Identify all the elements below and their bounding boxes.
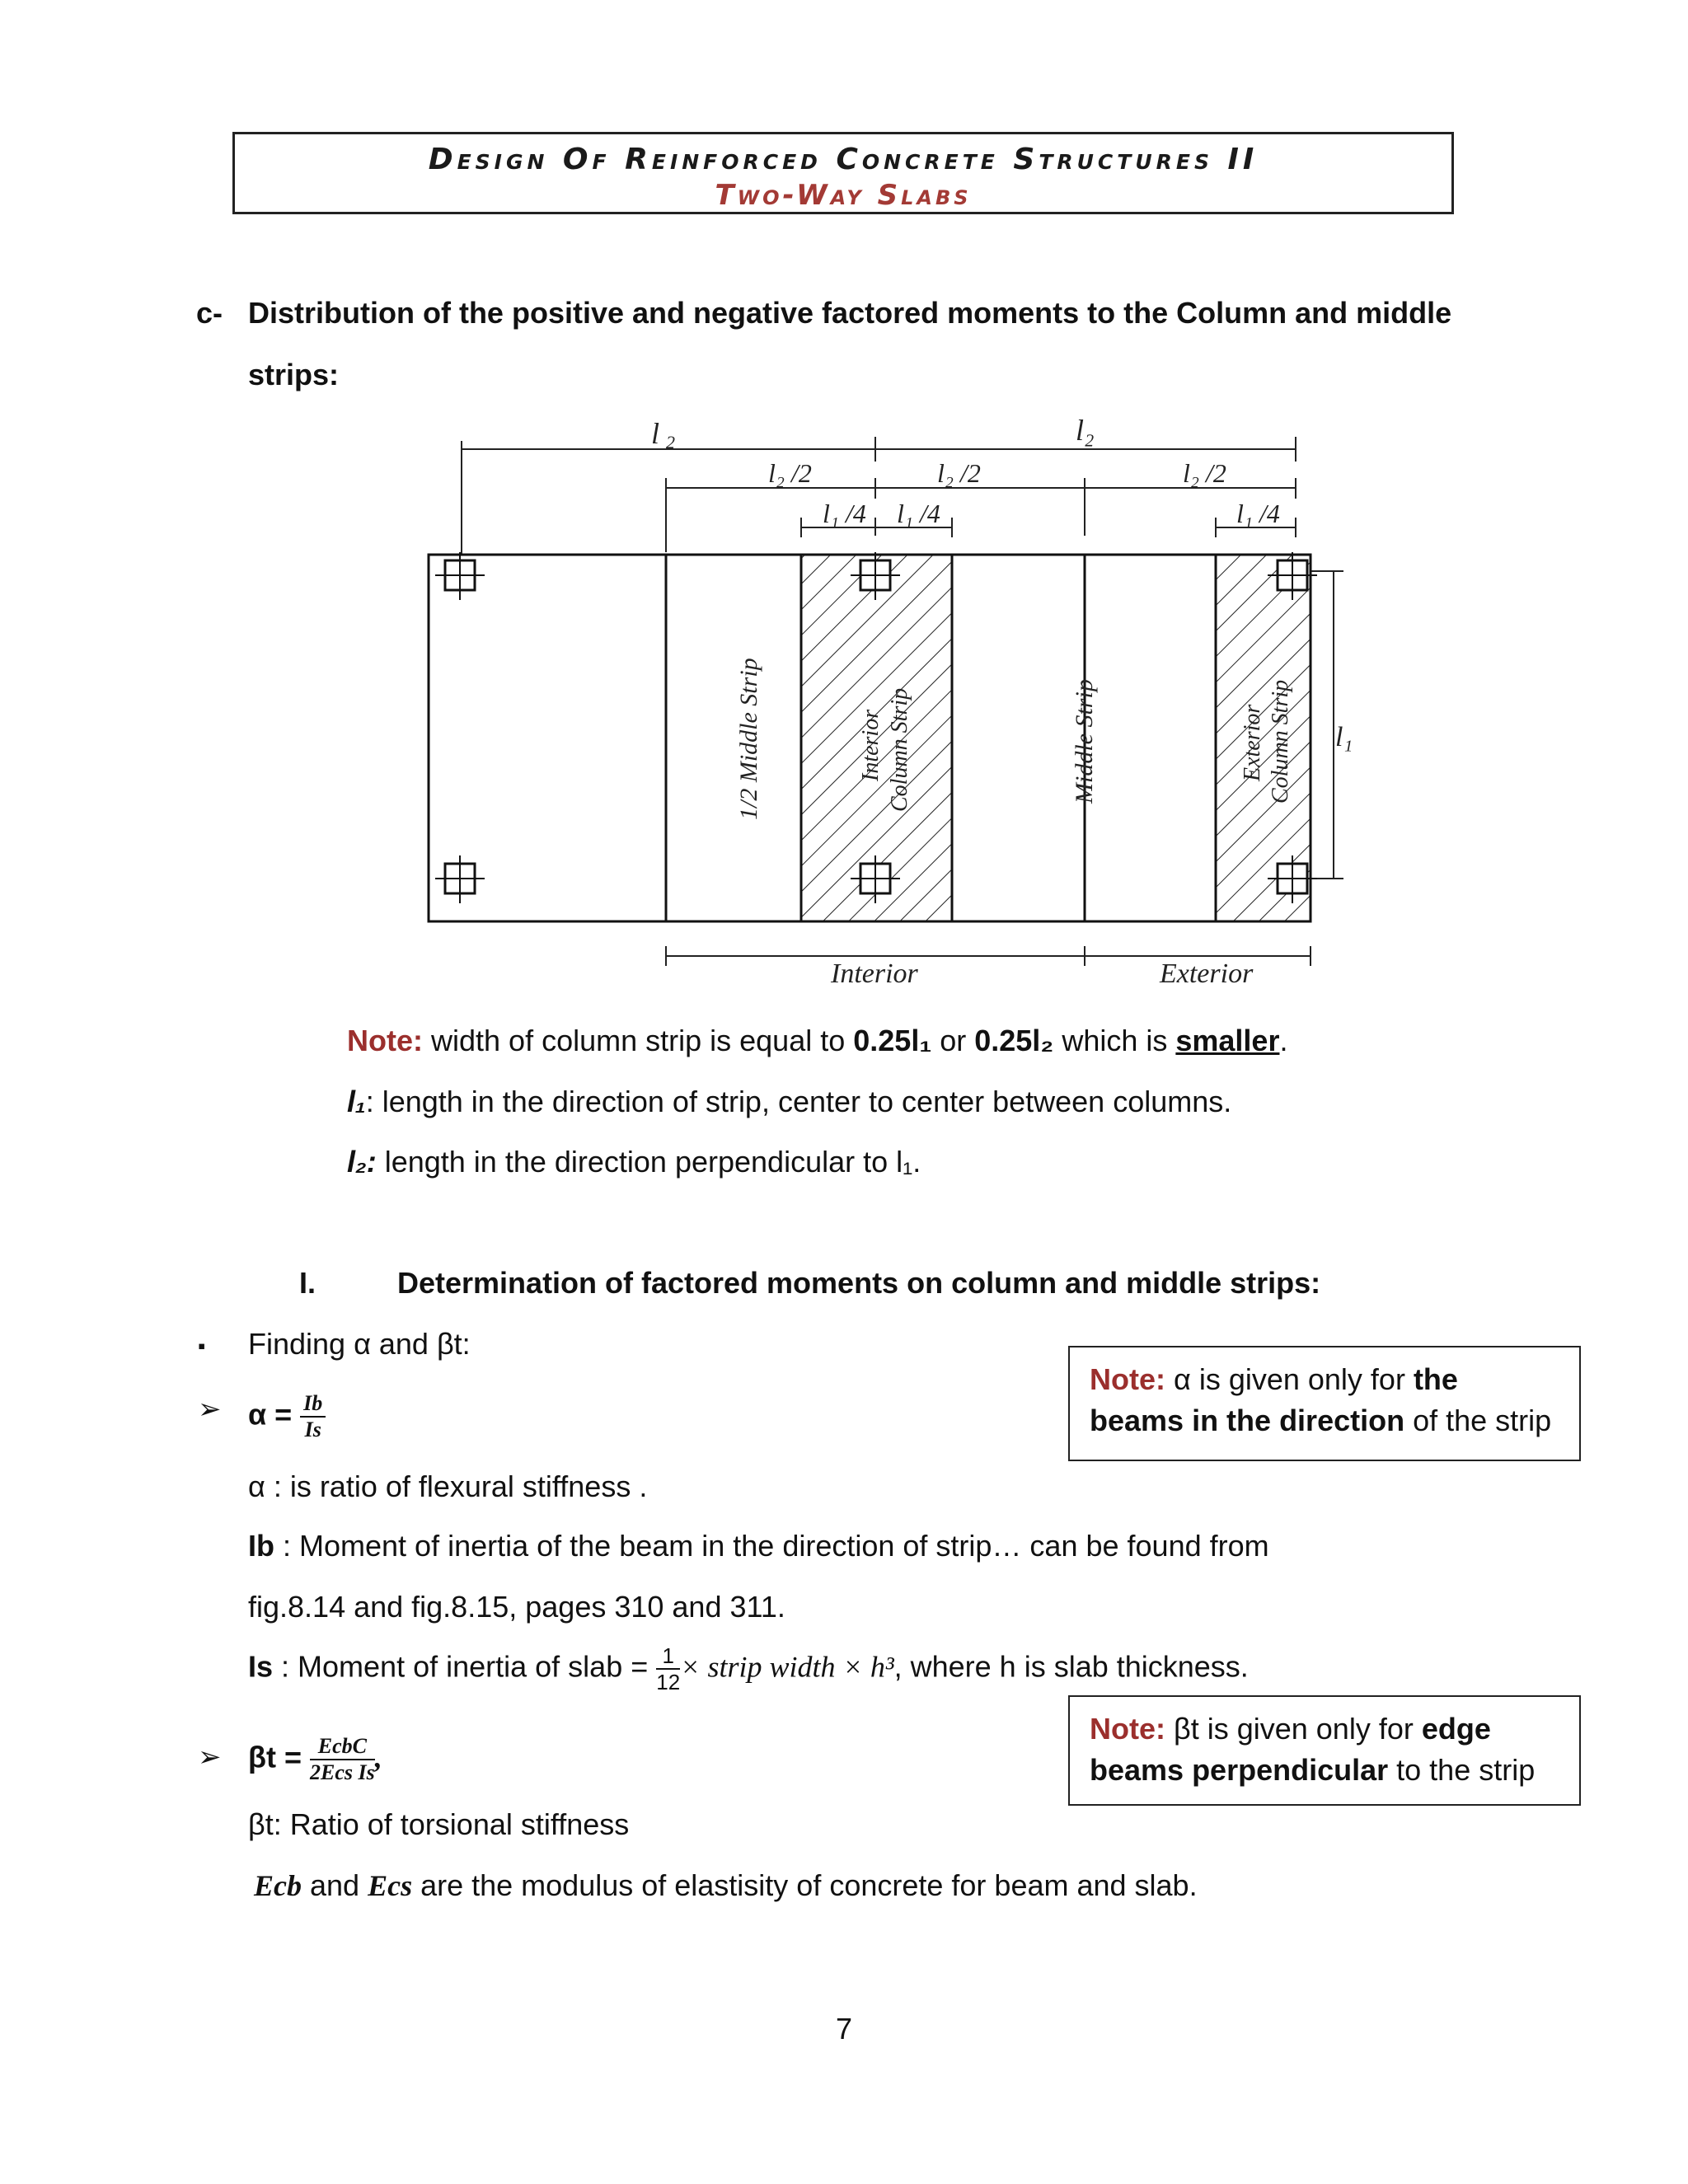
- alpha-description: α : is ratio of flexural stiffness .: [248, 1469, 648, 1503]
- dim-quarter-2: l₁ /4: [897, 499, 940, 528]
- label-middle-strip: Middle Strip: [1071, 679, 1098, 804]
- l2-definition: l₂: length in the direction perpendicular to l₁.: [347, 1145, 921, 1179]
- label-half-middle-strip: 1/2 Middle Strip: [735, 658, 762, 820]
- label-exterior-1: Exterior: [1240, 704, 1265, 781]
- ib-definition: Ib : Moment of inertia of the beam in the direction of strip… can be found from: [248, 1529, 1269, 1563]
- note-box-beta: Note: βt is given only for edge beams perpendicular to the strip: [1068, 1695, 1581, 1806]
- note-box-alpha: Note: α is given only for the beams in the direction of the strip: [1068, 1346, 1581, 1461]
- section-marker: c-: [196, 296, 223, 330]
- label-interior-1: Interior: [858, 709, 884, 781]
- page-number: 7: [836, 2012, 853, 2046]
- beta-formula: βt = $\frac{\text{EcbC}}{\text{2Ecs Is}}$ ,: [248, 1734, 382, 1784]
- section-title: Determination of factored moments on column and middle strips:: [397, 1266, 1321, 1300]
- is-definition: Is : Moment of inertia of slab = $\frac{1}{12}$ × strip width × h³, where h is slab thickness.: [248, 1643, 1249, 1694]
- dim-half-3: l₂ /2: [1183, 458, 1226, 488]
- section-heading-line1: Distribution of the positive and negative factored moments to the Column and middle: [248, 296, 1452, 330]
- ib-reference: fig.8.14 and fig.8.15, pages 310 and 311.: [248, 1590, 785, 1624]
- l1-definition: l₁: length in the direction of strip, center to center between columns.: [347, 1085, 1232, 1118]
- section-heading-line2: strips:: [248, 358, 340, 391]
- dim-quarter-3: l₁ /4: [1236, 499, 1280, 528]
- note-column-strip-width: Note: width of column strip is equal to 0.25l₁ or 0.25l₂ which is smaller.: [347, 1024, 1288, 1057]
- beta-description: βt: Ratio of torsional stiffness: [248, 1807, 630, 1841]
- dim-quarter-1: l₁ /4: [823, 499, 866, 528]
- dim-l2-left: l: [651, 417, 660, 450]
- dim-half-1: l₂ /2: [768, 458, 812, 488]
- dim-half-2: l₂ /2: [937, 458, 981, 488]
- label-exterior-2: Column Strip: [1268, 679, 1293, 804]
- finding-heading: Finding α and βt:: [248, 1327, 471, 1361]
- arrow-bullet-icon: ➢: [198, 1394, 222, 1425]
- label-bottom-exterior: Exterior: [1160, 958, 1254, 989]
- arrow-bullet-icon: ➢: [198, 1741, 222, 1773]
- section-numeral: I.: [299, 1266, 316, 1300]
- strip-diagram: [0, 0, 1688, 1005]
- dim-l2-left-sub: 2: [666, 432, 675, 452]
- note-label: Note:: [347, 1024, 423, 1057]
- dim-l2-right: l₂: [1076, 414, 1095, 447]
- alpha-formula: α = $\frac{Ib}{Is}$: [248, 1393, 326, 1441]
- dim-l1: l₁: [1335, 722, 1353, 752]
- label-bottom-interior: Interior: [831, 958, 918, 989]
- modulus-definition: Ecb and Ecs are the modulus of elastisity of concrete for beam and slab.: [254, 1868, 1198, 1902]
- square-bullet-icon: ▪: [198, 1333, 206, 1358]
- course-title: Design Of Reinforced Concrete Structures II: [428, 143, 1259, 176]
- chapter-title: Two-Way Slabs: [715, 179, 972, 212]
- label-interior-2: Column Strip: [887, 687, 912, 812]
